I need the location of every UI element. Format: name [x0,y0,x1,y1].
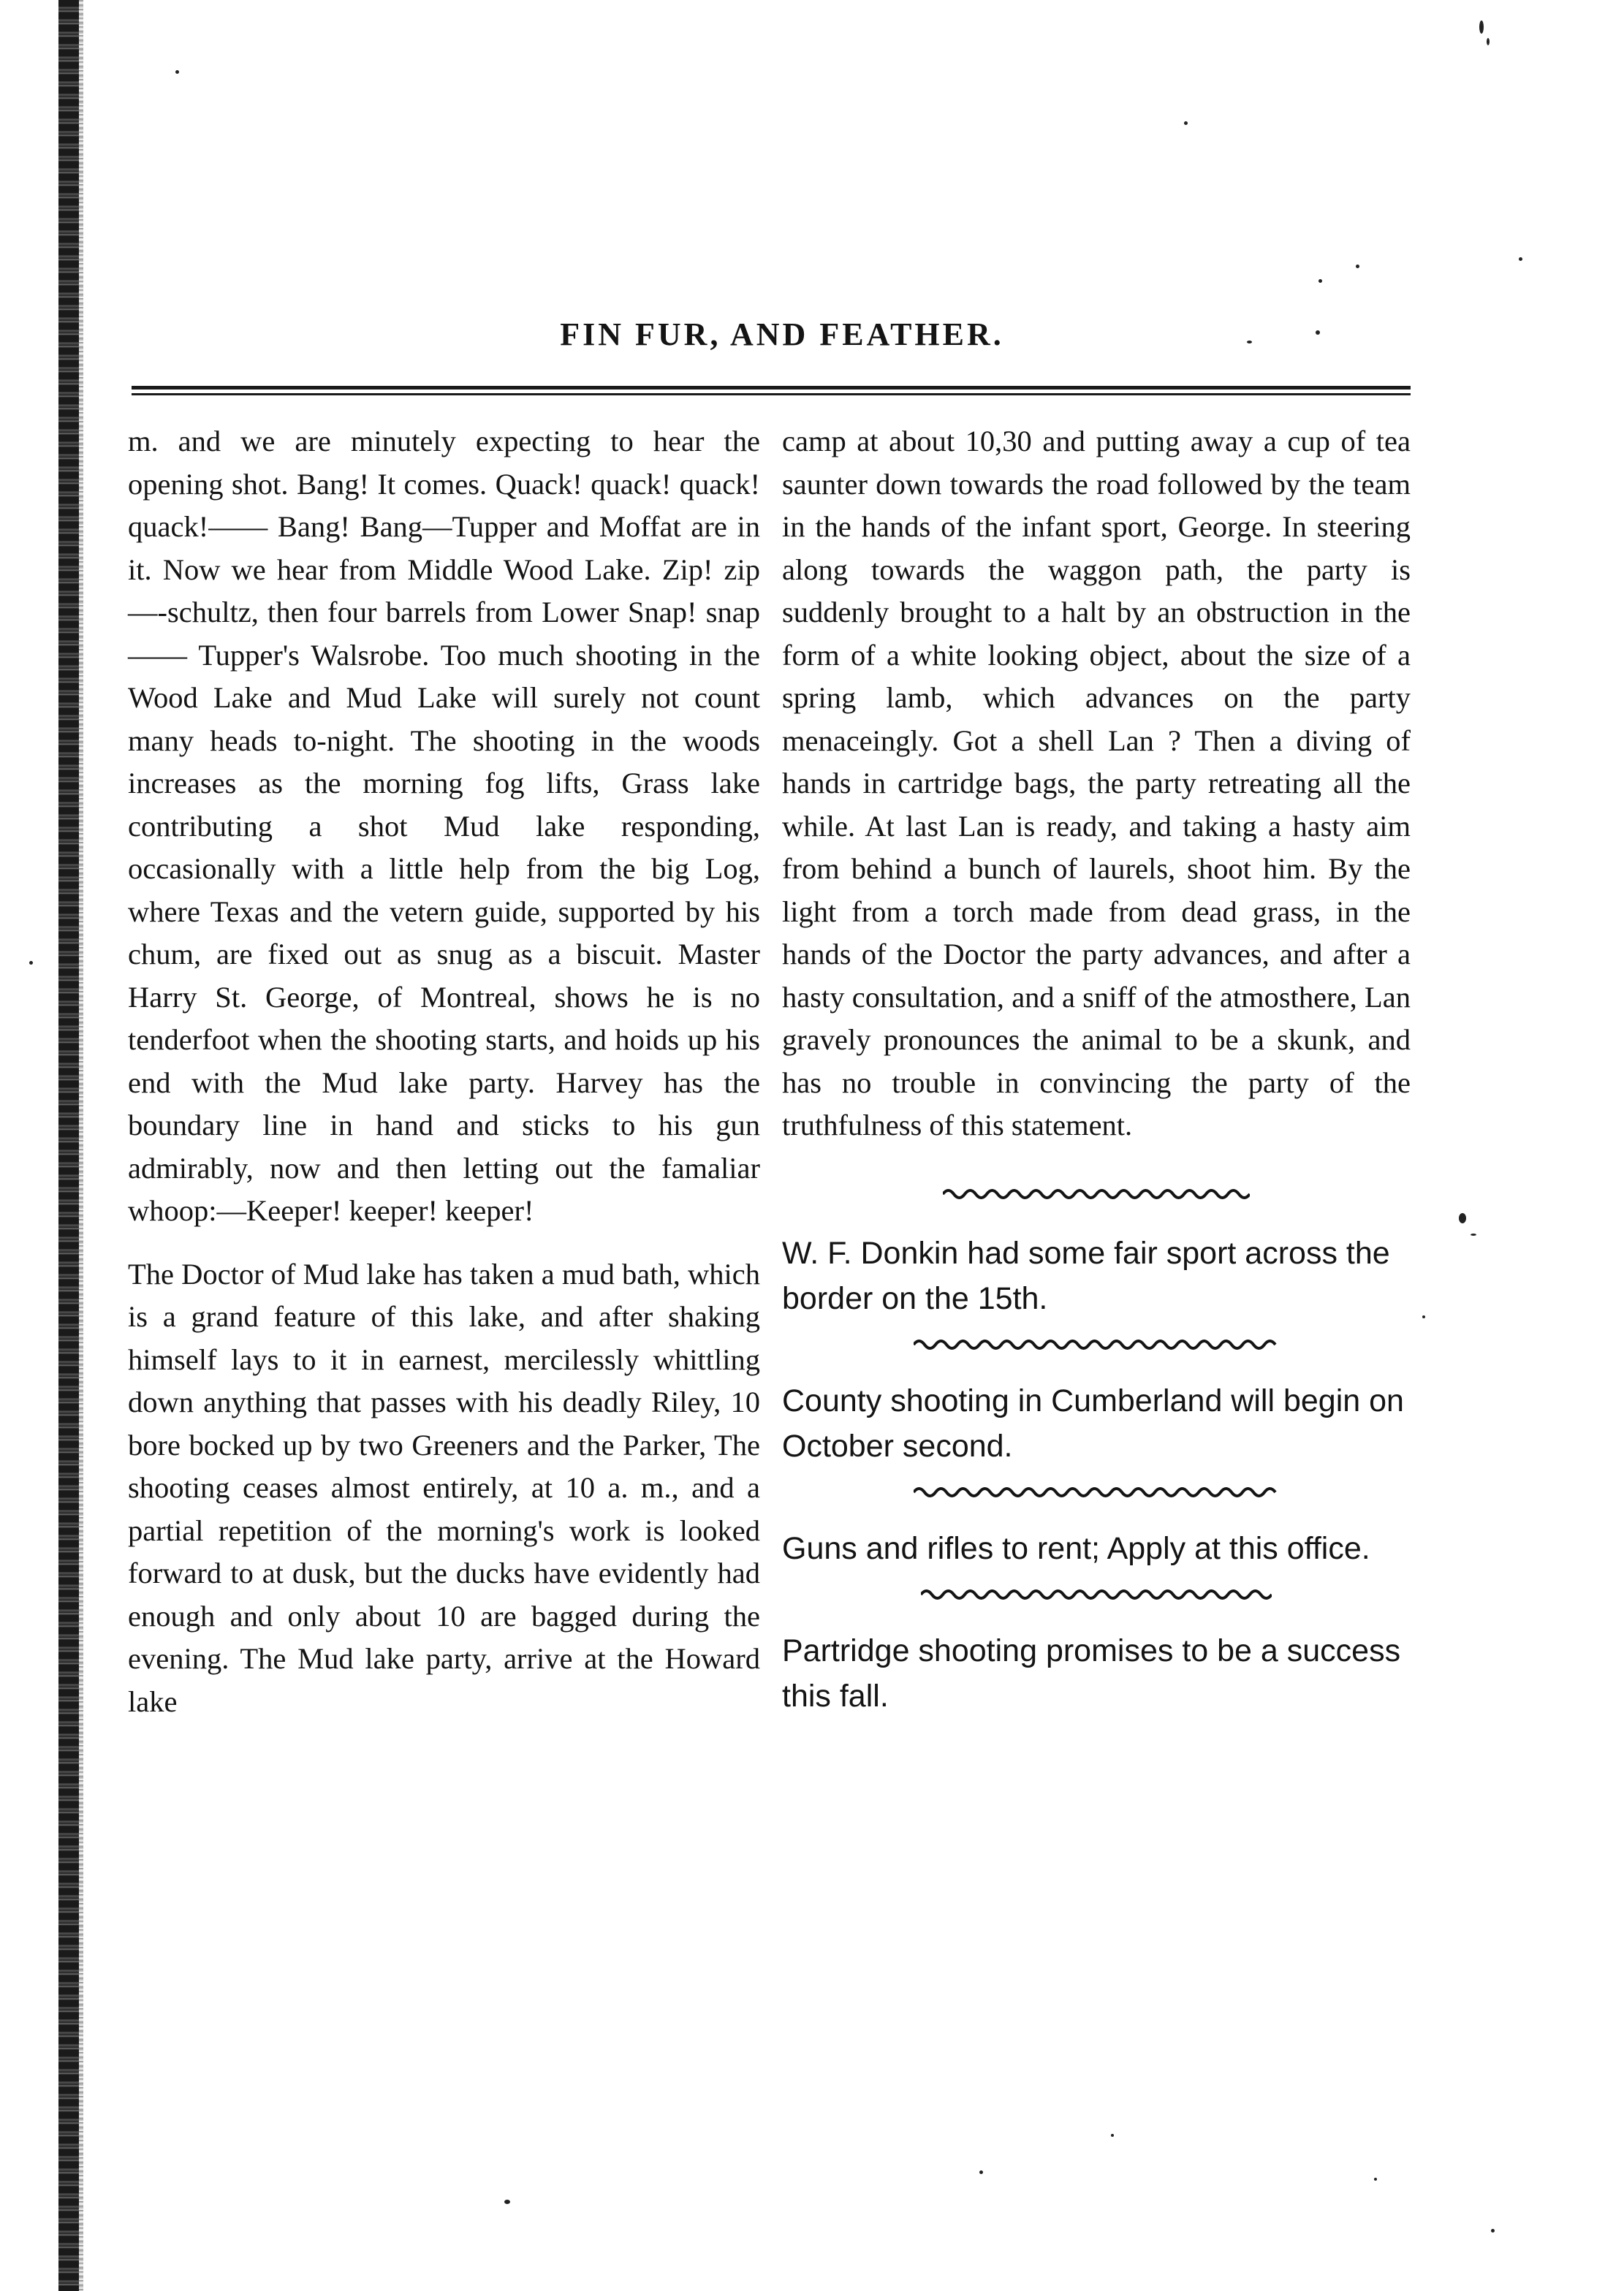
print-speck [1459,1213,1466,1223]
article-paragraph: The Doctor of Mud lake has taken a mud bath, which is a grand feature of this lake, and after shaking himself lays to it in earnest, mercilessly whittling down anything that passes with his deadly Riley, 10 bore bocked up by two Greeners and the Parker, The shooting ceases almost entirely, at 10 a. m., and a partial repetition of the morning's work is looked forward to at dusk, but the ducks have evidently had enough and only about 10 are bagged during the evening. The Mud lake party, arrive at the Howard lake [128,1257,760,1718]
wave-divider [914,1485,1279,1500]
page-binding-edge-highlight [79,0,83,2291]
wave-divider [921,1587,1272,1602]
print-speck [1318,279,1322,283]
article-paragraph: camp at about 10,30 and putting away a cup of tea saunter down towards the road followed by the team in the hands of the infant sport, George. In steering along towards the waggon path, the party is suddenly brought to a halt by an obstruction in the form of a white looking object, about the size of a spring lamb, which advances on the party menaceingly. Got a shell Lan ? Then a diving of hands in cartridge bags, the party retreating all the while. At last Lan is ready, and taking a hasty aim from behind a bunch of laurels, shoot him. By the light from a torch made from dead grass, in the hands of the Doctor the party advances, and after a hasty consultation, and a sniff of the atmosthere, Lan gravely pronounces the animal to be a skunk, and has no trouble in convincing the party of the truthfulness of this statement. [782,425,1411,1141]
right-column [782,420,1411,1719]
print-speck [1184,121,1188,125]
print-speck [1247,341,1252,343]
print-speck [1519,257,1522,261]
page-title: FIN FUR, AND FEATHER. [560,316,1004,352]
print-speck [1422,1315,1425,1318]
print-speck [1316,330,1320,335]
print-speck [1471,1234,1476,1236]
print-speck [504,2200,510,2204]
news-note: Guns and rifles to rent; Apply at this office. [782,1530,1370,1566]
article-paragraph: m. and we are minutely expecting to hear the opening shot. Bang! It comes. Quack! quack! quack! quack!—— Bang! Bang—Tupper and Moffat are in it. Now we hear from Middle Wood Lake. Zip! zip —-schultz, then four barrels from Lower Snap! snap —— Tupper's Walsrobe. Too much shooting in the Wood Lake and Mud Lake will surely not count many heads to-night. The shooting in the woods increases as the morning fog lifts, Grass lake contributing a shot Mud lake responding, occasionally with a little help from the big Log, where Texas and the vetern guide, supported by his chum, are fixed out as snug as a biscuit. Master Harry St. George, of Montreal, shows he is no tenderfoot when the shooting starts, and hoids up his end with the Mud lake party. Harvey has the boundary line in hand and sticks to his gun admirably, now and then letting out the famaliar whoop:—Keeper! keeper! keeper! [128,425,760,1227]
news-note: County shooting in Cumberland will begin on October second. [782,1383,1404,1464]
print-speck [175,70,179,74]
header-rule-thick [132,386,1411,390]
wave-divider [943,1187,1250,1201]
print-speck [1491,2229,1495,2233]
print-speck [979,2170,983,2174]
print-speck [1356,265,1359,268]
left-column [128,420,760,1723]
news-note: W. F. Donkin had some fair sport across the border on the 15th. [782,1235,1390,1316]
header-rule-thin [132,393,1411,395]
page-binding-edge [58,0,80,2291]
print-speck [1111,2134,1114,2137]
print-speck [1487,38,1490,45]
print-speck [1479,20,1484,34]
news-note: Partridge shooting promises to be a success this fall. [782,1633,1401,1714]
print-speck [1374,2178,1377,2181]
wave-divider [914,1337,1279,1352]
print-speck [29,961,33,965]
